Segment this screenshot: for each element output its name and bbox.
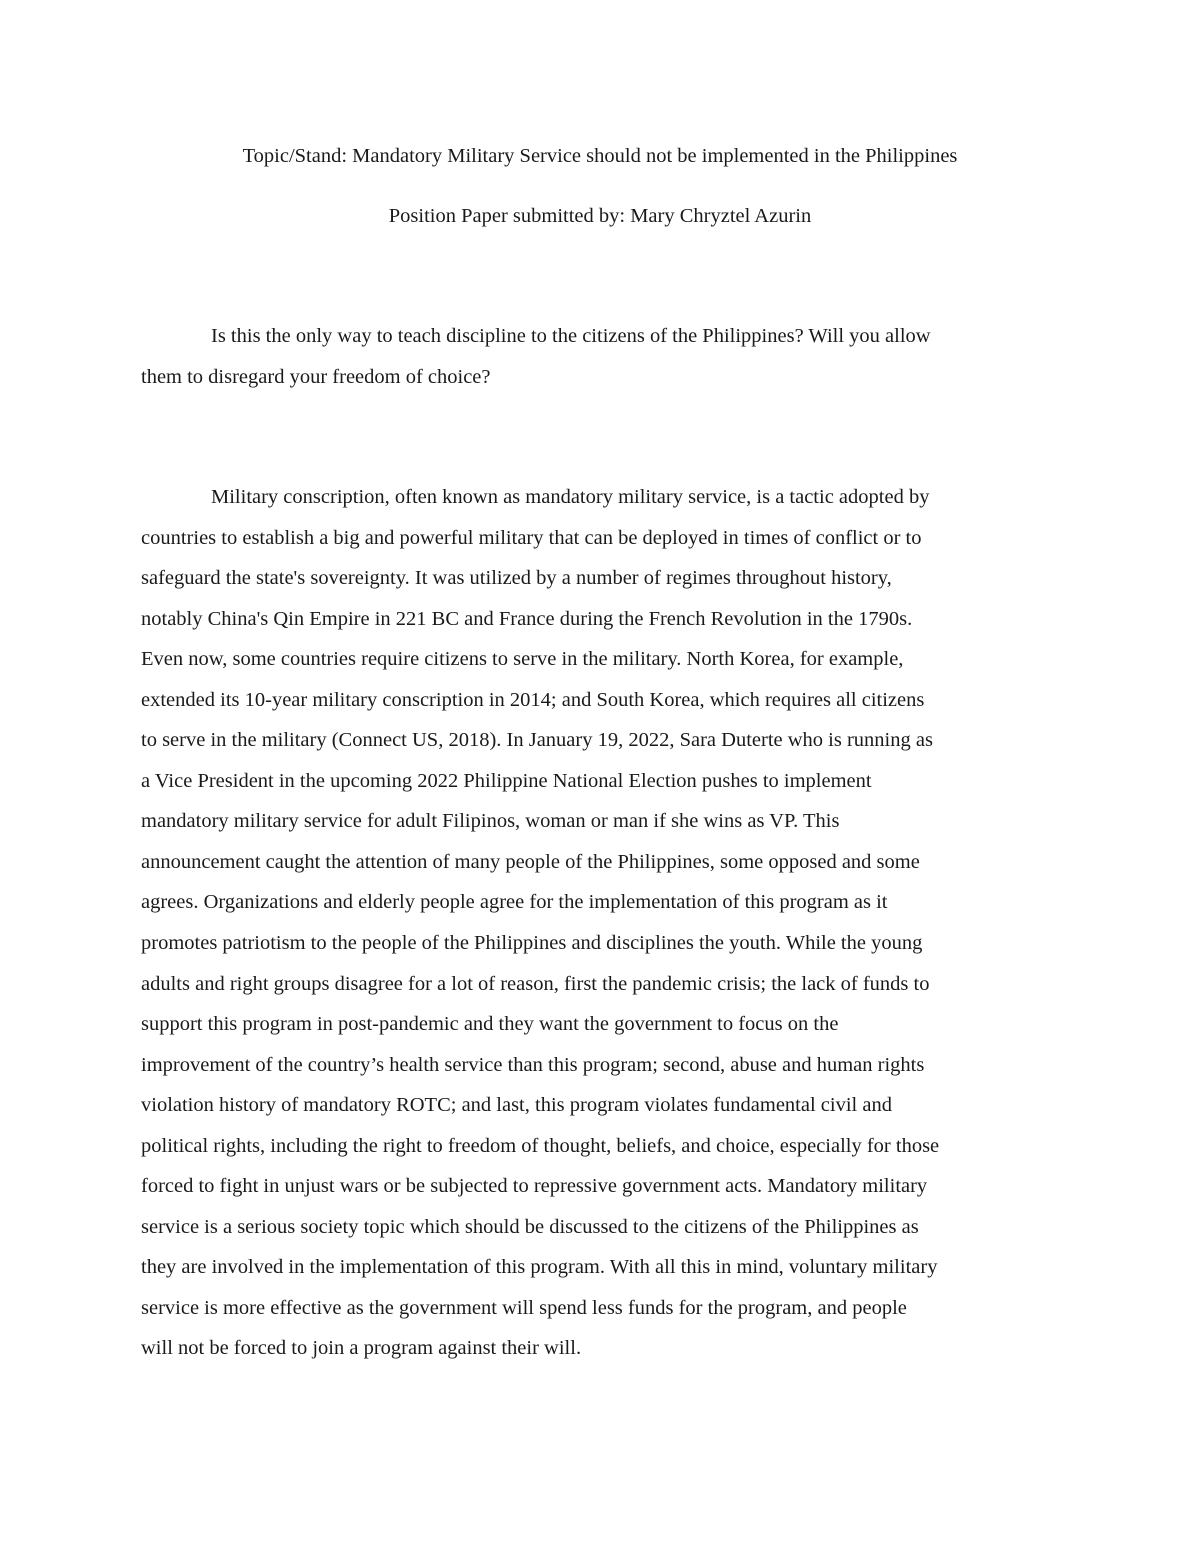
paragraph-line: service is a serious society topic which should be discussed to the citizens of the Philippines as bbox=[141, 1215, 919, 1238]
paragraph-line: support this program in post-pandemic and they want the government to focus on the bbox=[141, 1013, 839, 1036]
paragraph-line: political rights, including the right to freedom of thought, beliefs, and choice, especially for those bbox=[141, 1134, 940, 1157]
body-paragraph bbox=[141, 477, 1061, 1369]
paragraph-line: violation history of mandatory ROTC; and last, this program violates fundamental civil and bbox=[141, 1094, 892, 1117]
paragraph-line: adults and right groups disagree for a lot of reason, first the pandemic crisis; the lack of funds to bbox=[141, 972, 930, 995]
paragraph-line: agrees. Organizations and elderly people agree for the implementation of this program as it bbox=[141, 891, 888, 914]
paragraph-line: to serve in the military (Connect US, 2018). In January 19, 2022, Sara Duterte who is running as bbox=[141, 729, 933, 752]
paragraph-line: mandatory military service for adult Filipinos, woman or man if she wins as VP. This bbox=[141, 810, 840, 833]
paragraph-line: promotes patriotism to the people of the Philippines and disciplines the youth. While the young bbox=[141, 932, 923, 955]
topic-stand-heading: Topic/Stand: Mandatory Military Service should not be implemented in the Philippines bbox=[242, 145, 958, 167]
paragraph-line: notably China's Qin Empire in 221 BC and France during the French Revolution in the 1790s. bbox=[141, 607, 913, 630]
paragraph-line: a Vice President in the upcoming 2022 Philippine National Election pushes to implement bbox=[141, 769, 872, 792]
author-byline: Position Paper submitted by: Mary Chryztel Azurin bbox=[388, 205, 812, 227]
intro-paragraph bbox=[141, 316, 1061, 397]
paragraph-line: extended its 10-year military conscription in 2014; and South Korea, which requires all citizens bbox=[141, 688, 925, 711]
paragraph-line: countries to establish a big and powerful military that can be deployed in times of conflict or to bbox=[141, 526, 922, 549]
paragraph-line: forced to fight in unjust wars or be subjected to repressive government acts. Mandatory military bbox=[141, 1175, 928, 1198]
paragraph-line: announcement caught the attention of many people of the Philippines, some opposed and some bbox=[141, 850, 920, 873]
paragraph-line: improvement of the country’s health service than this program; second, abuse and human rights bbox=[141, 1053, 925, 1076]
paragraph-line: Military conscription, often known as mandatory military service, is a tactic adopted by bbox=[211, 486, 930, 508]
paragraph-line: will not be forced to join a program against their will. bbox=[141, 1337, 582, 1360]
paragraph-line: them to disregard your freedom of choice? bbox=[141, 365, 491, 388]
paragraph-line: service is more effective as the government will spend less funds for the program, and people bbox=[141, 1296, 907, 1319]
paragraph-line: safeguard the state's sovereignty. It was utilized by a number of regimes throughout history, bbox=[141, 567, 892, 590]
paragraph-line: Is this the only way to teach discipline to the citizens of the Philippines? Will you allow bbox=[211, 325, 931, 347]
paragraph-line: they are involved in the implementation of this program. With all this in mind, voluntary military bbox=[141, 1256, 938, 1279]
paragraph-line: Even now, some countries require citizens to serve in the military. North Korea, for example, bbox=[141, 648, 904, 671]
